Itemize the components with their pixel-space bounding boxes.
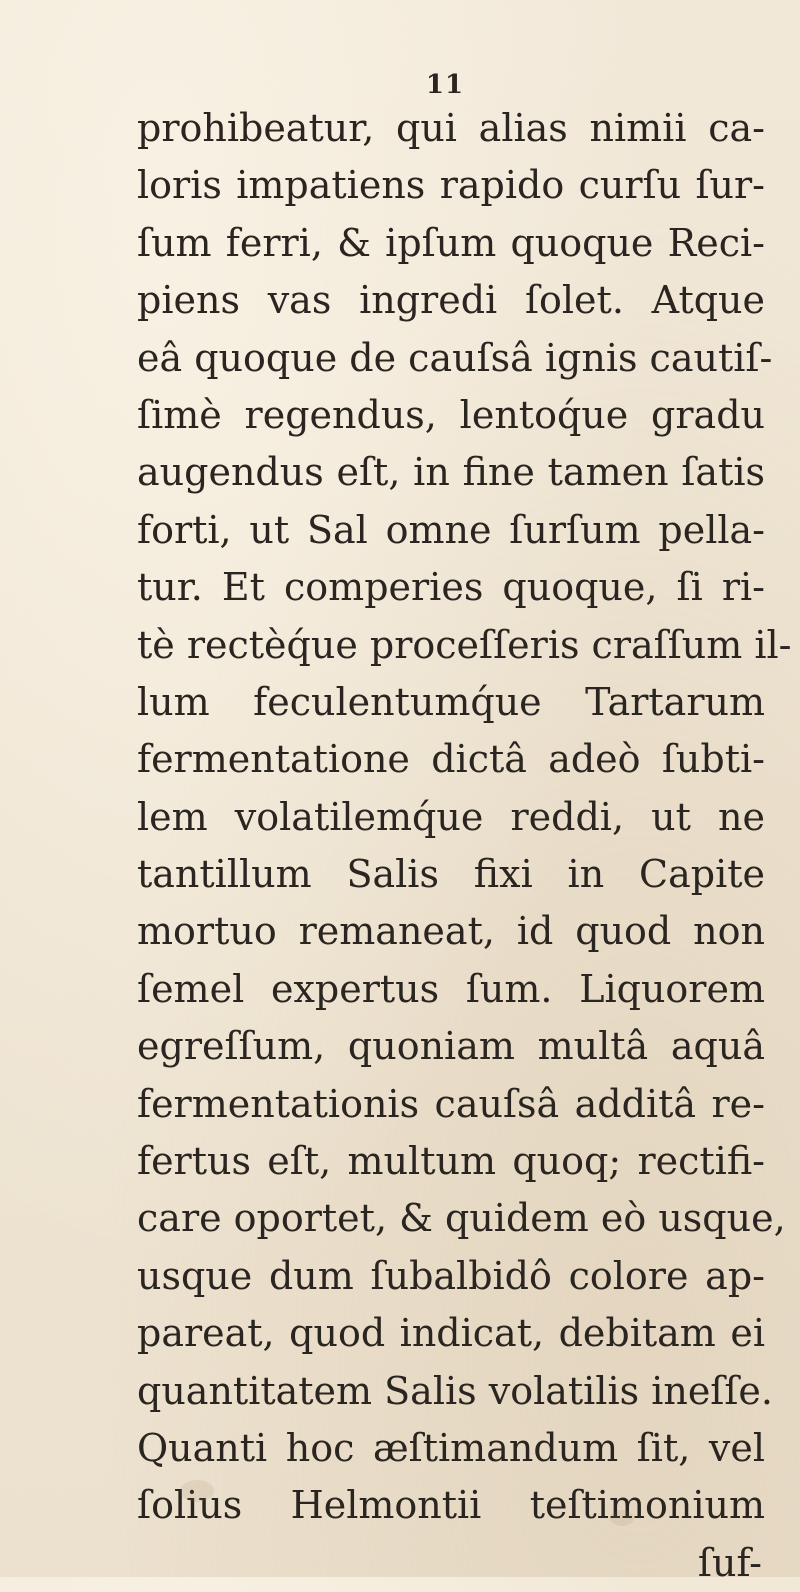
text-line: fermentationis cauſsâ additâ re- xyxy=(137,1081,765,1126)
text-line: mortuo remaneat, id quod non xyxy=(137,909,765,954)
text-line: ſimè regendus, lentoq́ue gradu xyxy=(137,392,765,437)
text-line: tantillum Salis fixi in Capite xyxy=(137,852,765,897)
catchword: ſuf- xyxy=(697,1540,762,1585)
text-line: lem volatilemq́ue reddi, ut ne xyxy=(137,794,765,839)
text-line: usque dum ſubalbidô colore ap- xyxy=(137,1253,765,1298)
text-line: tè rectèq́ue proceſſeris craſſum il- xyxy=(137,622,792,667)
text-line: eâ quoque de cauſsâ ignis cautiſ- xyxy=(137,335,773,380)
text-line: fermentatione dictâ adeò ſubti- xyxy=(137,737,765,782)
text-line: ſolius Helmontii teſtimonium xyxy=(137,1483,765,1528)
text-line: piens vas ingredi ſolet. Atque xyxy=(137,278,765,323)
paper-stain xyxy=(610,1510,634,1526)
text-line: ſum ferri, & ipſum quoque Reci- xyxy=(137,220,765,265)
text-line: quantitatem Salis volatilis ineſſe. xyxy=(137,1368,773,1413)
text-line: Quanti hoc æſtimandum ſit, vel xyxy=(137,1425,765,1470)
text-line: ſemel expertus ſum. Liquorem xyxy=(137,966,765,1011)
page-number: 11 xyxy=(425,70,465,100)
paper-stain xyxy=(180,1480,214,1502)
text-line: fertus eſt, multum quoq; rectifi- xyxy=(137,1139,765,1184)
body-text xyxy=(137,100,792,1592)
text-line: augendus eſt, in fine tamen ſatis xyxy=(137,450,765,495)
text-line: forti, ut Sal omne ſurſum pella- xyxy=(137,507,765,552)
text-line: care oportet, & quidem eò usque, xyxy=(137,1196,786,1241)
text-line: pareat, quod indicat, debitam ei xyxy=(137,1311,765,1356)
text-line: prohibeatur, qui alias nimii ca- xyxy=(137,106,765,150)
text-line: egreſſum, quoniam multâ aquâ xyxy=(137,1024,765,1069)
text-line: lum feculentumq́ue Tartarum xyxy=(137,679,765,724)
text-line: tur. Et comperies quoque, ſi ri- xyxy=(137,565,765,610)
text-line: loris impatiens rapido curſu ſur- xyxy=(137,163,765,208)
